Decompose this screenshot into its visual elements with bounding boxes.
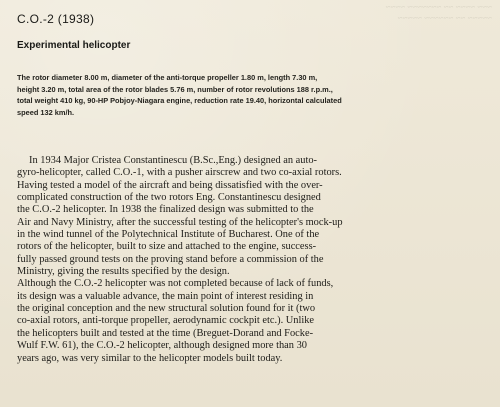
- body-line: Although the C.O.-2 helicopter was not completed because of lack of funds,: [17, 278, 334, 290]
- show-through-text: ~~~ ~~~~ ~~ ~~~~~~~ ~~~~ ~~~~~ ~~ ~~~~~~ ~~~~~: [385, 2, 492, 23]
- specifications-paragraph: [17, 72, 491, 118]
- spec-line: height 3.20 m, total area of the rotor blades 5.76 m, number of rotor revolutions 188 r.p.m.,: [17, 84, 333, 94]
- body-line: gyro-helicopter, called C.O.-1, with a pusher airscrew and two co-axial rotors.: [17, 167, 342, 179]
- body-line: years ago, was very similar to the helicopter models built today.: [17, 352, 283, 364]
- body-text: [17, 155, 493, 365]
- spec-line: speed 132 km/h.: [17, 107, 75, 117]
- body-line: complicated construction of the two rotors Eng. Constantinescu designed: [17, 192, 321, 204]
- page-subtitle: Experimental helicopter: [17, 40, 131, 51]
- body-line: Ministry, giving the results specified by the design.: [17, 266, 230, 278]
- body-line: Wulf F.W. 61), the C.O.-2 helicopter, although designed more than 30: [17, 340, 307, 352]
- body-line: in the wind tunnel of the Polytechnical Institute of Bucharest. One of the: [17, 229, 320, 241]
- body-line: the original conception and the new structural solution found for it (two: [17, 303, 316, 315]
- body-line: In 1934 Major Cristea Constantinescu (B.Sc.,Eng.) designed an auto-: [29, 155, 317, 166]
- page-title: C.O.-2 (1938): [17, 12, 95, 26]
- body-line: fully passed ground tests on the proving stand before a commission of the: [17, 253, 324, 265]
- body-line: Air and Navy Ministry, after the successful testing of the helicopter's mock-up: [17, 216, 343, 228]
- body-line: its design was a valuable advance, the main point of interest residing in: [17, 290, 314, 302]
- body-line: Having tested a model of the aircraft and being dissatisfied with the over-: [17, 179, 323, 191]
- body-line: co-axial rotors, anti-torque propeller, aerodynamic cockpit etc.). Unlike: [17, 315, 315, 327]
- spec-line: The rotor diameter 8.00 m, diameter of the anti-torque propeller 1.80 m, length 7.30 m,: [17, 73, 318, 82]
- body-line: the C.O.-2 helicopter. In 1938 the finalized design was submitted to the: [17, 204, 314, 216]
- body-line: rotors of the helicopter, built to size and attached to the engine, success-: [17, 241, 317, 253]
- spec-line: total weight 410 kg, 90-HP Pobjoy-Niagara engine, reduction rate 19.40, horizontal calculated: [17, 96, 342, 106]
- body-line: the helicopters built and tested at the time (Breguet-Dorand and Focke-: [17, 327, 314, 339]
